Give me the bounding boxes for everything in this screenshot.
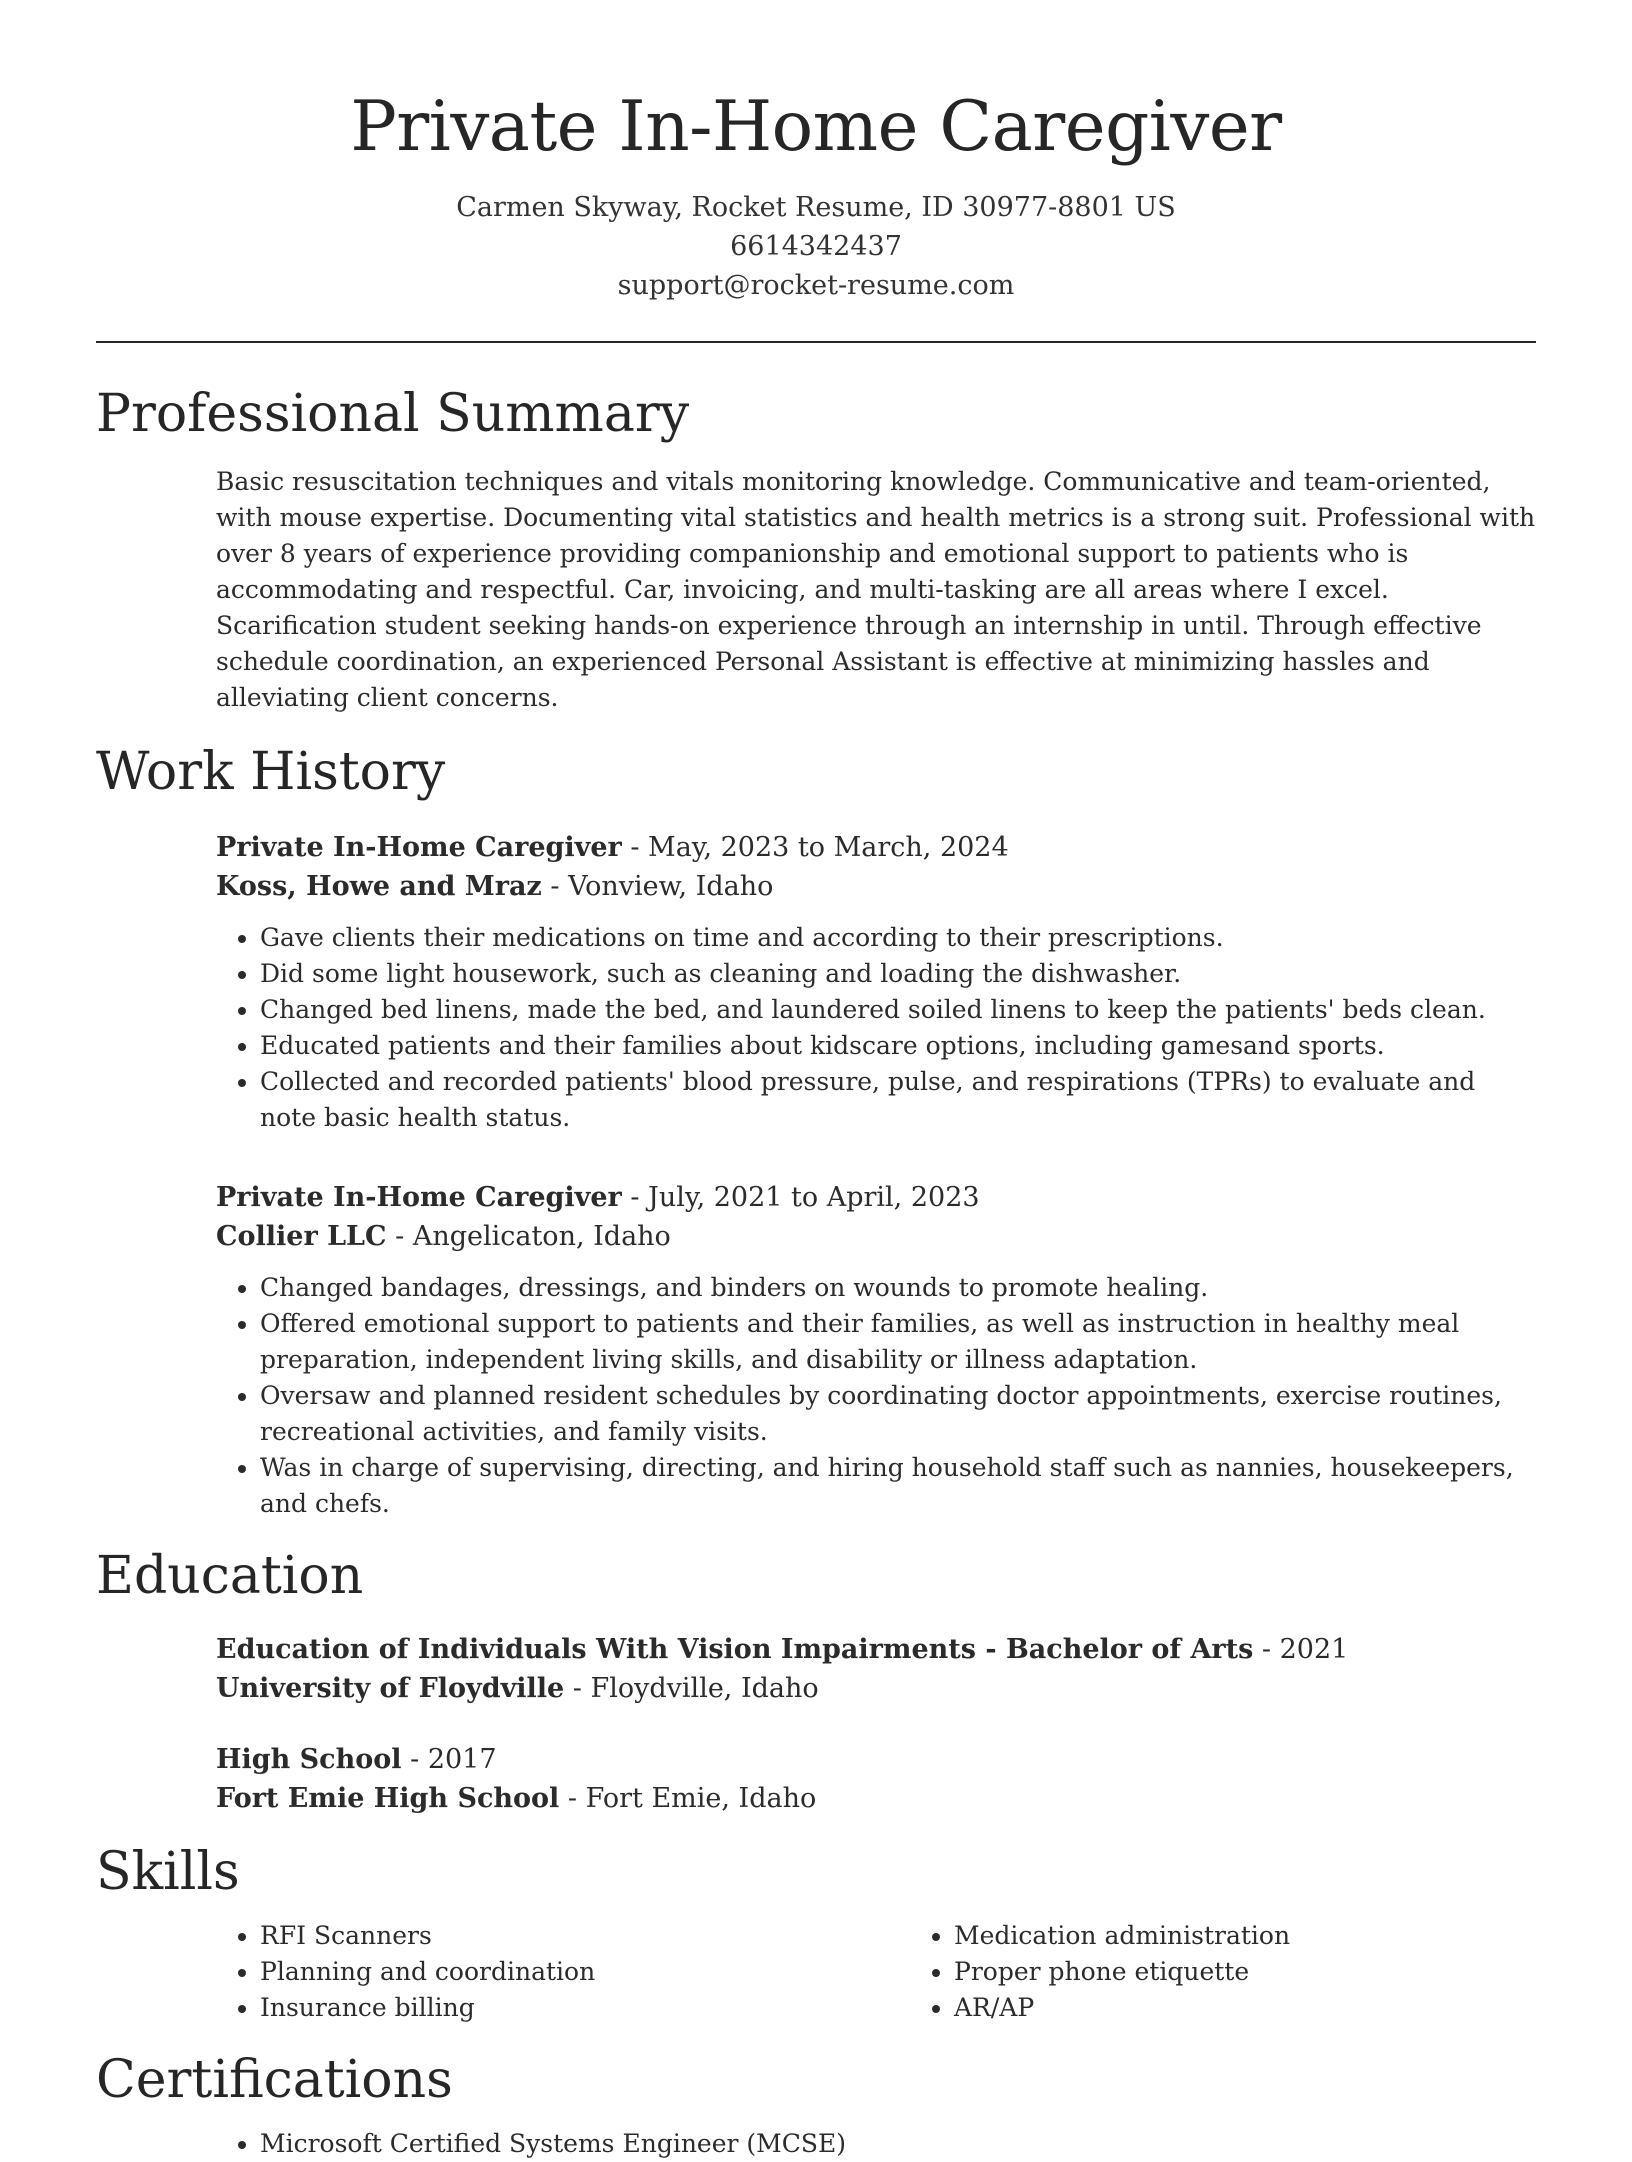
job-company: Koss, Howe and Mraz (216, 871, 542, 902)
job-title: Private In-Home Caregiver (216, 832, 622, 863)
education-degree-line (216, 1740, 1536, 1779)
resume-header (0, 0, 1632, 305)
job-company: Collier LLC (216, 1221, 387, 1252)
job-bullet: • Was in charge of supervising, directing, and hiring household staff such as nannies, housekeepers, and chefs. (260, 1450, 1536, 1522)
education-heading: Education (96, 1546, 364, 1606)
job-title-line (216, 828, 1536, 867)
job-company-line (216, 1217, 1536, 1256)
job-bullet: • Gave clients their medications on time and according to their prescriptions. (260, 920, 1536, 956)
education-school: Fort Emie High School (216, 1783, 560, 1814)
certifications-section (96, 2046, 1536, 2162)
job-bullet: • Oversaw and planned resident schedules by coordinating doctor appointments, exercise routines, recreational activities, and family visits. (260, 1378, 1536, 1450)
job-bullets (216, 1270, 1536, 1522)
job-bullet: • Educated patients and their families about kidscare options, including gamesand sports. (260, 1028, 1536, 1064)
job-title-line (216, 1178, 1536, 1217)
education-location: - Floydville, Idaho (564, 1673, 819, 1704)
job-dates: - July, 2021 to April, 2023 (621, 1182, 980, 1213)
summary-heading: Professional Summary (96, 384, 690, 444)
skills-section (96, 1838, 1536, 2026)
contact-address: Carmen Skyway, Rocket Resume, ID 30977-8801 US (456, 192, 1176, 223)
skill-item: • Proper phone etiquette (954, 1954, 1604, 1990)
skill-item: • AR/AP (954, 1990, 1604, 2026)
job-dates: - May, 2023 to March, 2024 (621, 832, 1009, 863)
job-entry (216, 828, 1536, 1136)
education-location: - Fort Emie, Idaho (559, 1783, 817, 1814)
job-bullet: • Offered emotional support to patients and their families, as well as instruction in healthy meal preparation, independent living skills, and disability or illness adaptation. (260, 1306, 1536, 1378)
job-location: - Angelicaton, Idaho (386, 1221, 671, 1252)
job-company-line (216, 867, 1536, 906)
education-year: - 2021 (1253, 1634, 1349, 1665)
work-history-heading: Work History (96, 742, 446, 802)
job-bullet: • Collected and recorded patients' blood pressure, pulse, and respirations (TPRs) to evaluate and note basic health status. (260, 1064, 1536, 1136)
skill-item: • Planning and coordination (260, 1954, 910, 1990)
skills-columns (216, 1918, 1536, 2026)
education-school-line (216, 1669, 1536, 1708)
education-school: University of Floydville (216, 1673, 565, 1704)
education-year: - 2017 (401, 1744, 497, 1775)
certification-item: • Microsoft Certified Systems Engineer (MCSE) (260, 2126, 1536, 2162)
work-history-section (96, 738, 1536, 1522)
resume-content (96, 380, 1536, 2162)
education-school-line (216, 1779, 1536, 1818)
summary-text: Basic resuscitation techniques and vitals monitoring knowledge. Communicative and team-oriented, with mouse expertise. Documenting vital statistics and health metrics is a strong suit. Professional with over 8 years of experience providing companionship and emotional support to patients who is accommodating and respectful. Car, invoicing, and multi-tasking are all areas where I excel. Scarification student seeking hands-on experience through an internship in until. Through effective schedule coordination, an experienced Personal Assistant is effective at minimizing hassles and alleviating client concerns. (216, 467, 1536, 712)
skills-heading: Skills (96, 1842, 240, 1902)
skill-item: • Insurance billing (260, 1990, 910, 2026)
certifications-list (216, 2126, 1536, 2162)
contact-block (0, 188, 1632, 305)
job-bullet: • Changed bandages, dressings, and binders on wounds to promote healing. (260, 1270, 1536, 1306)
job-bullet: • Changed bed linens, made the bed, and laundered soiled linens to keep the patients' beds clean. (260, 992, 1536, 1028)
education-section (96, 1542, 1536, 1818)
education-entry (216, 1630, 1536, 1708)
job-location: - Vonview, Idaho (541, 871, 774, 902)
job-bullet: • Did some light housework, such as cleaning and loading the dishwasher. (260, 956, 1536, 992)
certifications-heading: Certifications (96, 2050, 453, 2110)
education-entry (216, 1740, 1536, 1818)
job-bullets (216, 920, 1536, 1136)
contact-phone: 6614342437 (730, 231, 902, 262)
education-degree-line (216, 1630, 1536, 1669)
summary-section (96, 380, 1536, 716)
job-title: Private In-Home Caregiver (216, 1182, 622, 1213)
skills-list-left (216, 1918, 910, 2026)
contact-email: support@rocket-resume.com (617, 270, 1015, 301)
education-degree: High School (216, 1744, 402, 1775)
header-divider (96, 341, 1536, 343)
job-entry (216, 1178, 1536, 1522)
skill-item: • RFI Scanners (260, 1918, 910, 1954)
skill-item: • Medication administration (954, 1918, 1604, 1954)
resume-name: Private In-Home Caregiver (350, 87, 1282, 167)
skills-list-right (910, 1918, 1604, 2026)
education-degree: Education of Individuals With Vision Impairments - Bachelor of Arts (216, 1634, 1254, 1665)
